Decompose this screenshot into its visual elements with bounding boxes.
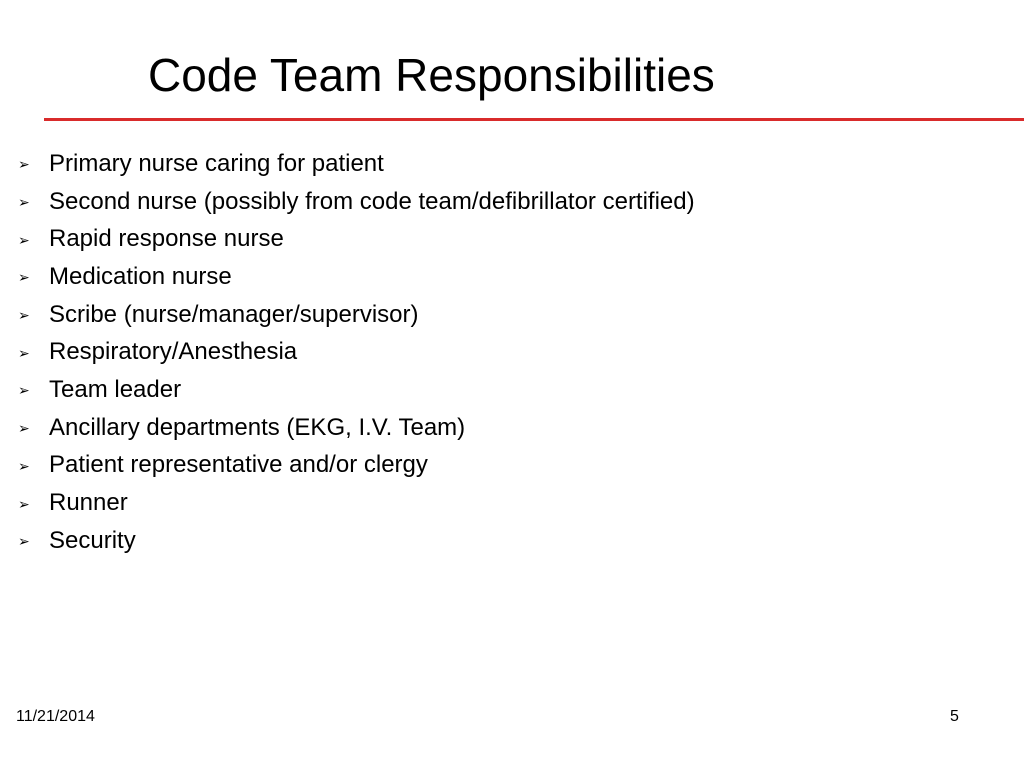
bullet-list (18, 145, 695, 560)
arrowhead-bullet-icon: ➢ (18, 231, 30, 248)
arrowhead-bullet-icon: ➢ (18, 344, 30, 361)
bullet-item (18, 220, 695, 258)
bullet-text: Respiratory/Anesthesia (49, 338, 298, 366)
page-number: 5 (950, 708, 959, 725)
bullet-item (18, 296, 695, 334)
bullet-item (18, 183, 695, 221)
bullet-item (18, 409, 695, 447)
title-divider (44, 118, 1024, 121)
bullet-text: Security (49, 526, 136, 554)
bullet-item (18, 145, 695, 183)
bullet-item (18, 522, 695, 560)
arrowhead-bullet-icon: ➢ (18, 420, 30, 437)
footer-date: 11/21/2014 (16, 708, 95, 725)
bullet-text: Patient representative and/or clergy (49, 451, 428, 479)
bullet-item (18, 447, 695, 485)
bullet-item (18, 258, 695, 296)
bullet-text: Ancillary departments (EKG, I.V. Team) (49, 413, 466, 441)
bullet-text: Scribe (nurse/manager/supervisor) (49, 300, 419, 328)
arrowhead-bullet-icon: ➢ (18, 382, 30, 399)
bullet-text: Second nurse (possibly from code team/defibrillator certified) (49, 187, 695, 215)
arrowhead-bullet-icon: ➢ (18, 156, 30, 173)
arrowhead-bullet-icon: ➢ (18, 457, 30, 474)
slide-title: Code Team Responsibilities (148, 49, 715, 101)
arrowhead-bullet-icon: ➢ (18, 194, 30, 211)
arrowhead-bullet-icon: ➢ (18, 533, 30, 550)
bullet-text: Medication nurse (49, 262, 232, 290)
arrowhead-bullet-icon: ➢ (18, 307, 30, 324)
arrowhead-bullet-icon: ➢ (18, 495, 30, 512)
bullet-item (18, 371, 695, 409)
bullet-text: Team leader (49, 375, 182, 403)
bullet-item (18, 333, 695, 371)
bullet-text: Primary nurse caring for patient (49, 149, 384, 177)
arrowhead-bullet-icon: ➢ (18, 269, 30, 286)
bullet-text: Runner (49, 489, 128, 517)
bullet-item (18, 484, 695, 522)
bullet-text: Rapid response nurse (49, 225, 284, 253)
